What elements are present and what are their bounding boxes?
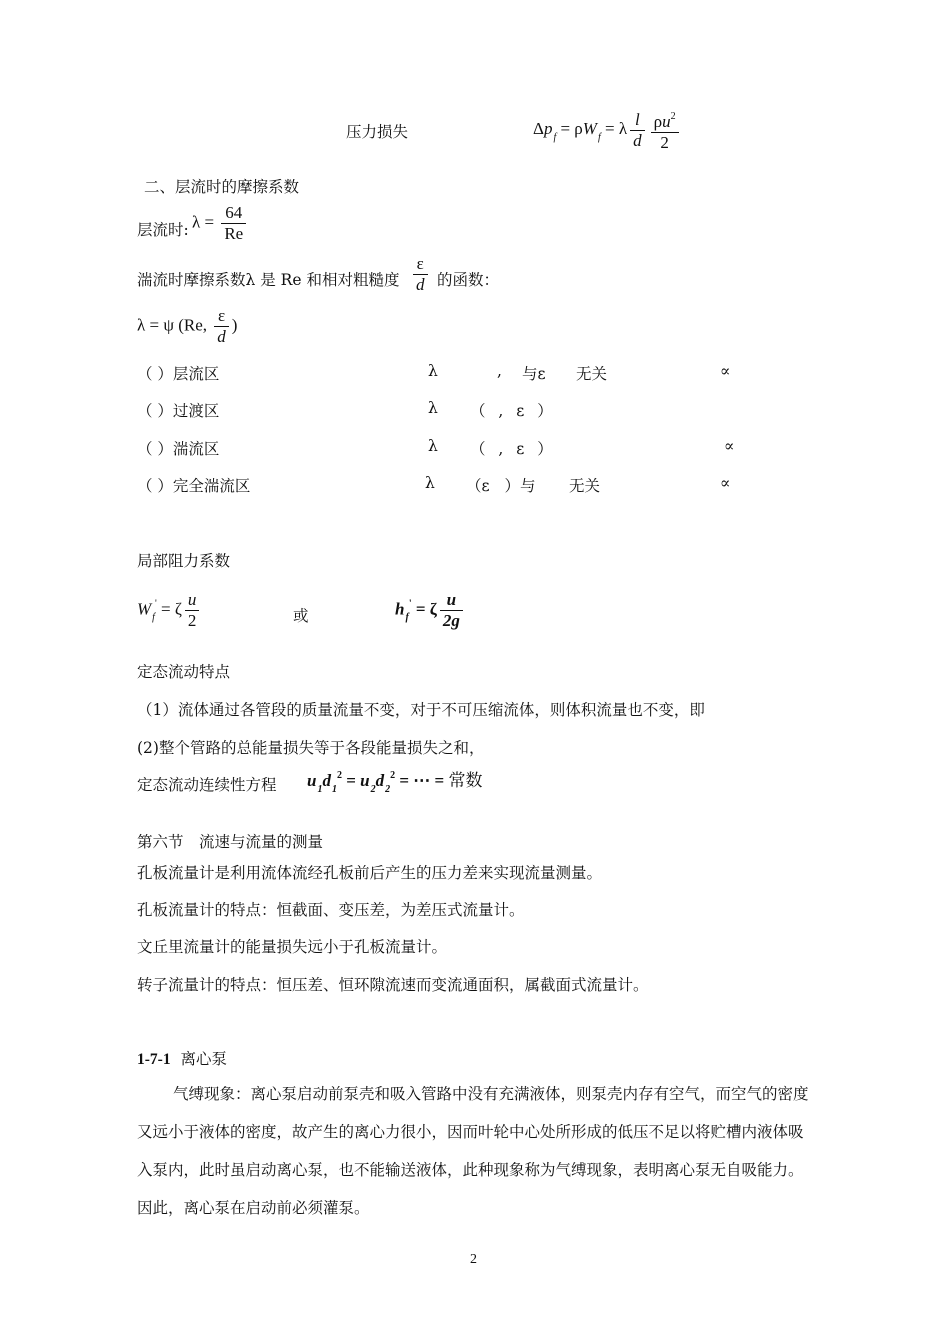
region-transition-lambda: λ (428, 399, 438, 417)
region-transition-label: （ ）过渡区 (137, 402, 220, 420)
pump-number: 1-7-1 (137, 1051, 171, 1068)
region-full-turbulent-args: （ε ）与 (466, 477, 536, 495)
local-resistance-formula-h: $h_f' = \zeta$ $\frac{u}{2g}$ (395, 590, 466, 631)
section6-heading: 第六节 流速与流量的测量 (137, 833, 324, 851)
local-resistance-heading: 局部阻力系数 (137, 552, 231, 570)
pump-title: 离心泵 (180, 1050, 227, 1068)
region-laminar-unrelated: 无关 (576, 365, 608, 383)
laminar-formula: λ = $\frac{64}{Re}$ (192, 203, 249, 244)
pressure-loss-label: 压力损失 (346, 123, 409, 141)
page-number: 2 (470, 1252, 477, 1267)
region-turbulent-lambda: λ (428, 437, 438, 455)
continuity-label: 定态流动连续性方程 (137, 776, 277, 794)
section6-line2: 孔板流量计的特点：恒截面、变压差，为差压式流量计。 (137, 901, 525, 919)
region-laminar-eps: 与ε (522, 365, 546, 383)
steady-flow-point2: (2)整个管路的总能量损失等于各段能量损失之和， (137, 739, 485, 757)
continuity-constant: 常数 (448, 771, 483, 790)
region-full-turbulent-unrelated: 无关 (569, 477, 601, 495)
region-full-turbulent-label: （ ）完全湍流区 (137, 477, 251, 495)
steady-flow-point1: （1）流体通过各管段的质量流量不变，对于不可压缩流体，则体积流量也不变，即 (137, 701, 705, 719)
local-resistance-or: 或 (293, 607, 309, 625)
section6-line3: 文丘里流量计的能量损失远小于孔板流量计。 (137, 938, 448, 956)
region-full-turbulent-lambda: λ (425, 474, 435, 492)
region-laminar-comma: , (497, 362, 502, 380)
pump-paragraph: 气缚现象：离心泵启动前泵壳和吸入管路中没有充满液体，则泵壳内存有空气，而空气的密度又远小于液体的密度，故产生的离心力很小，因而叶轮中心处所形成的低压不足以将贮槽内液体吸入泵内，此时虽启动离心泵，也不能输送液体，此种现象称为气缚现象，表明离心泵无自吸能力。因此，离心泵在启动前必须灌泵。 (137, 1085, 809, 1217)
steady-flow-heading: 定态流动特点 (137, 663, 231, 681)
region-laminar-lambda: λ (428, 362, 438, 380)
section6-line1: 孔板流量计是利用流体流经孔板前后产生的压力差来实现流量测量。 (137, 864, 603, 882)
laminar-prefix: 层流时: (137, 221, 189, 239)
turbulent-text-after: 的函数： (437, 271, 500, 289)
region-transition-args: （ , ε ） (470, 402, 553, 420)
laminar-heading: 二、层流时的摩擦系数 (144, 178, 300, 196)
pressure-loss-formula: $\Delta p_f = \rho W_f = \lambda$ $\frac{l}{d}$ $\frac{\rho u^2}{2}$ (533, 107, 682, 153)
region-laminar-proportional: ∝ (720, 362, 731, 380)
local-resistance-formula-w: $W_f' = \zeta$ $\frac{u}{2}$ (137, 590, 202, 631)
continuity-formula: $u_1d_1^2 = u_2d_2^2$ = ⋯ = 常数 (307, 770, 483, 795)
pump-heading (137, 1047, 227, 1069)
section6-line4: 转子流量计的特点：恒压差、恒环隙流速而变流通面积，属截面式流量计。 (137, 976, 649, 994)
turbulent-text-before: 湍流时摩擦系数λ 是 Re 和相对粗糙度 (137, 271, 400, 289)
relative-roughness-fraction: $\frac{\varepsilon}{d}$ (410, 254, 431, 295)
lambda-psi-formula: λ = ψ (Re, $\frac{\varepsilon}{d}$ ) (137, 306, 238, 346)
region-turbulent-label: （ ）湍流区 (137, 440, 220, 458)
region-turbulent-args: （ , ε ） (470, 440, 553, 458)
region-laminar-label: （ ）层流区 (137, 365, 220, 383)
region-full-turbulent-proportional: ∝ (720, 474, 731, 492)
region-turbulent-proportional: ∝ (724, 437, 735, 455)
